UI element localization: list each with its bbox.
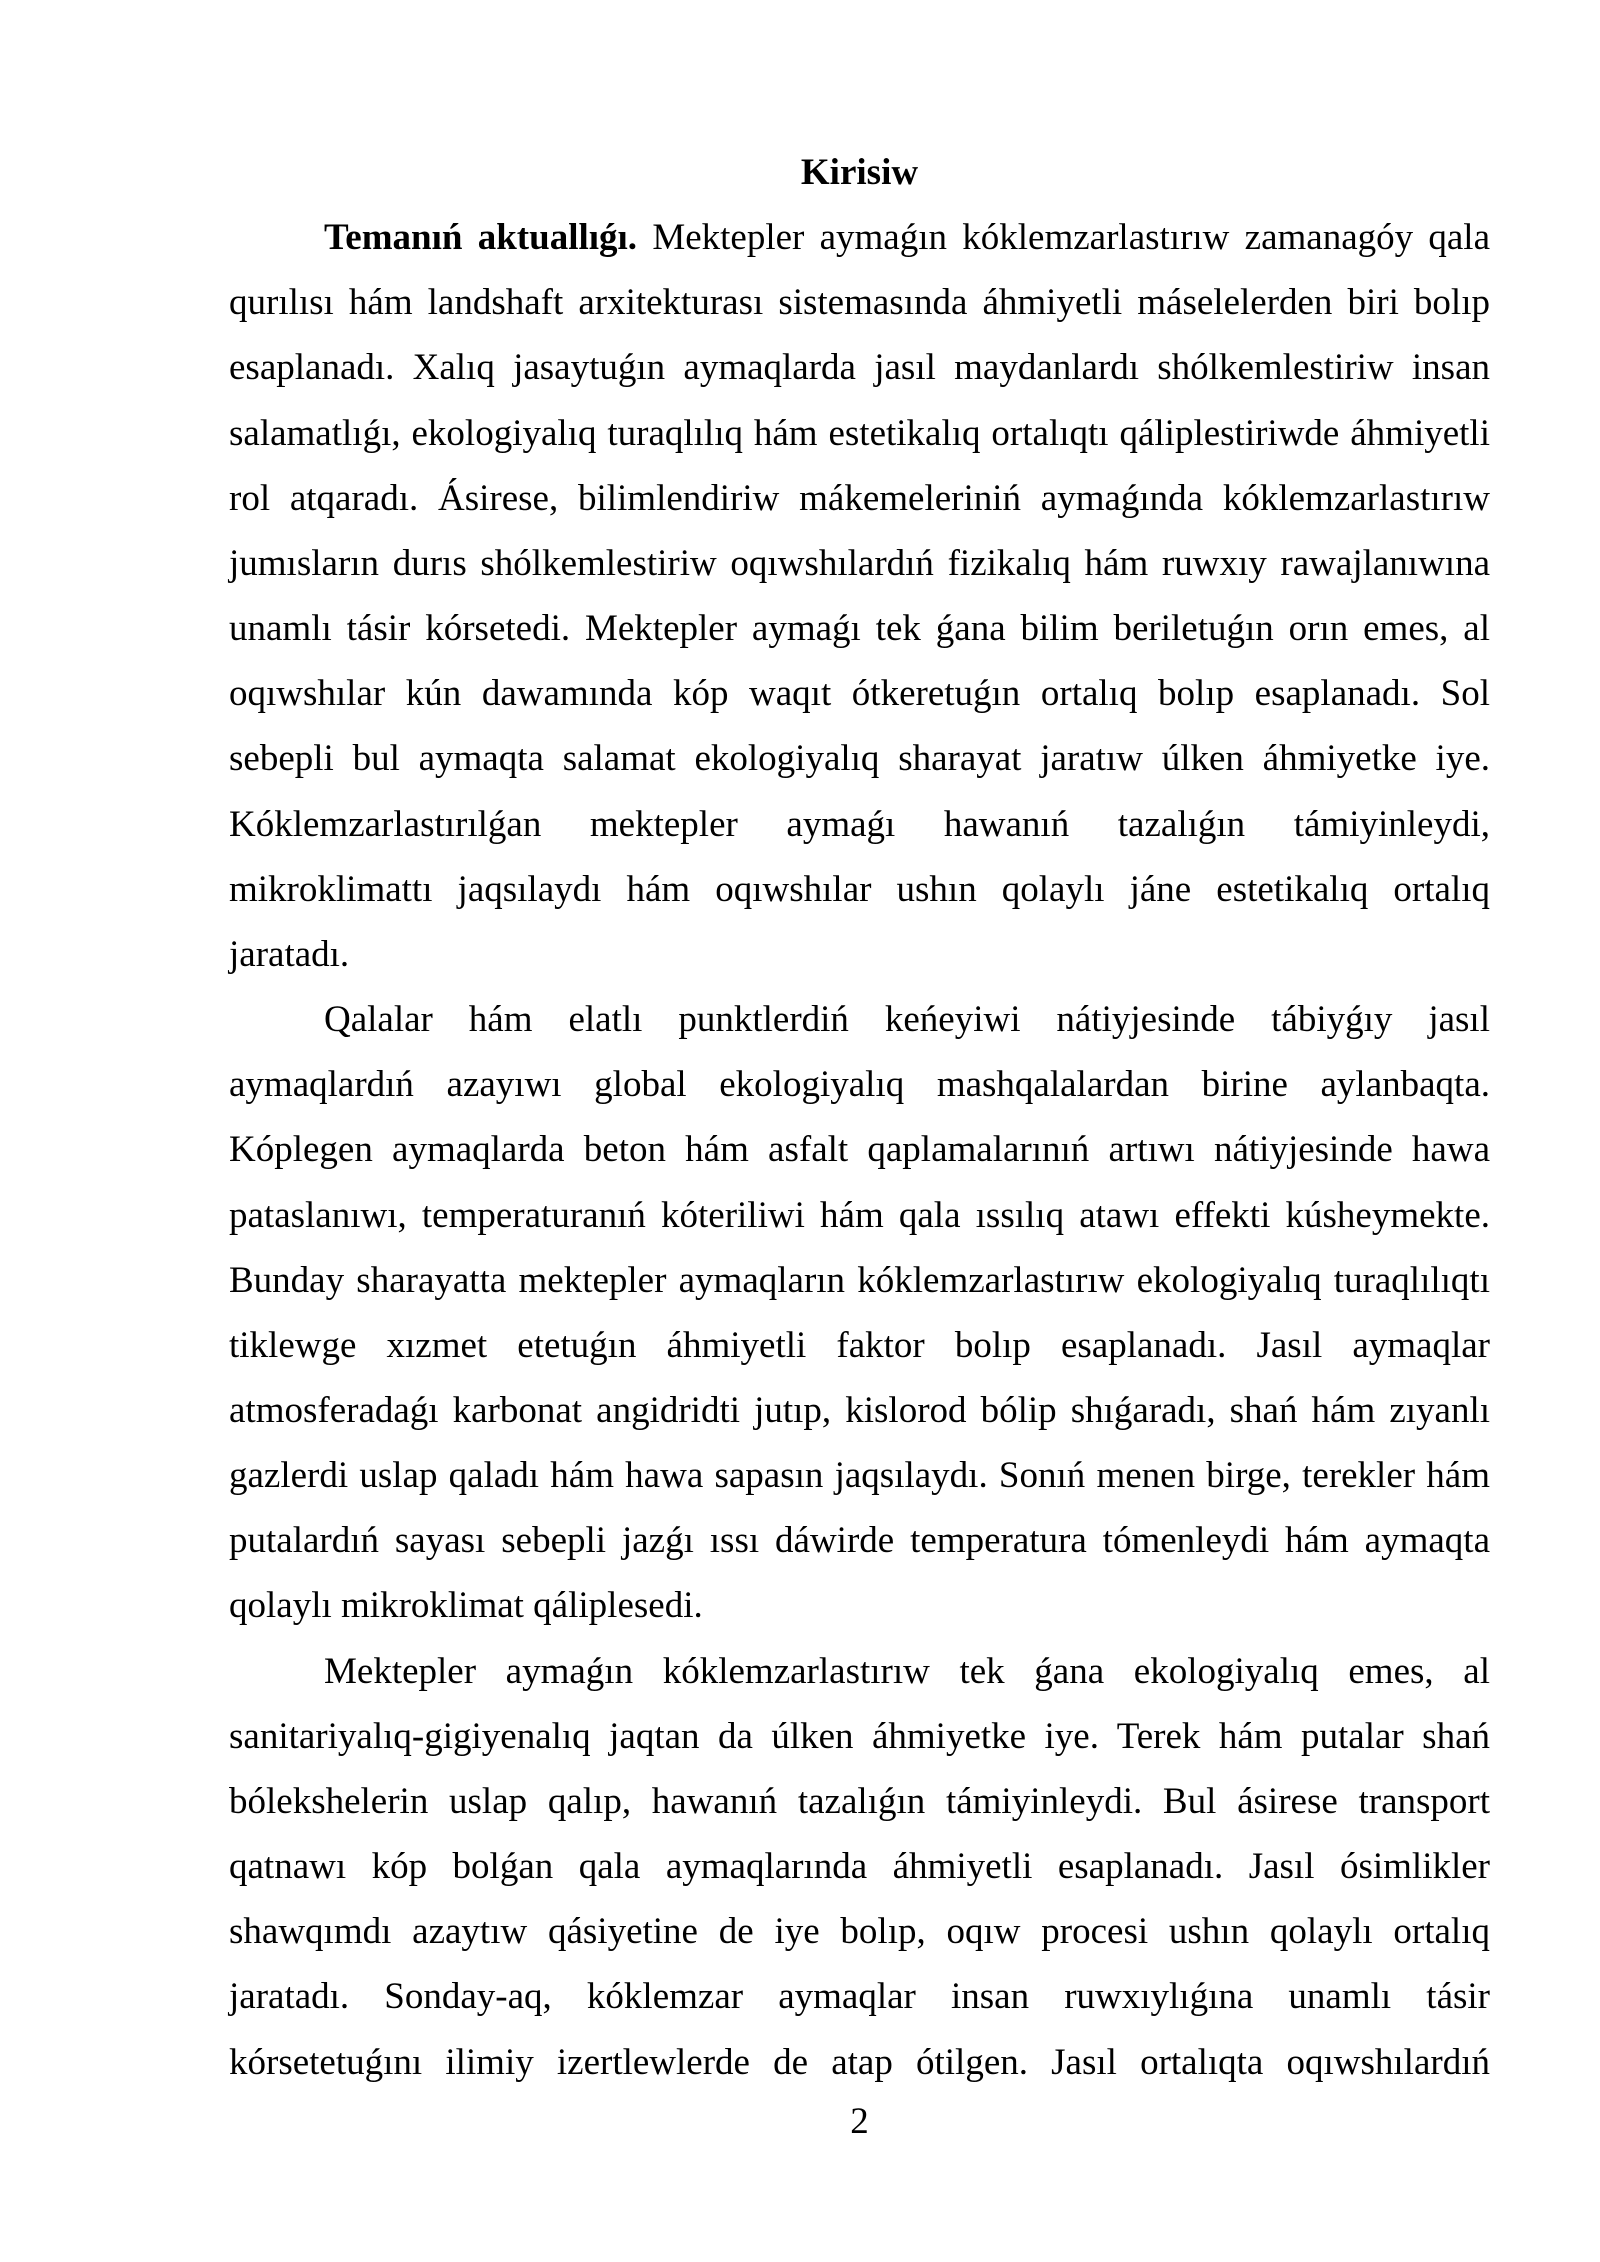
paragraph-line: tiklewge xızmet etetuǵın áhmiyetli faktor bolıp esaplanadı. Jasıl aymaqlar	[229, 1324, 1490, 1366]
paragraph-line: bólekshelerin uslap qalıp, hawanıń tazalıǵın támiyinleydi. Bul ásirese transport	[229, 1780, 1490, 1822]
paragraph-1	[229, 205, 1490, 987]
paragraph-line: jaratadı. Sonday-aq, kóklemzar aymaqlar insan ruwxıylıǵına unamlı tásir	[229, 1976, 1490, 2018]
paragraph-line: qurılısı hám landshaft arxitekturası sistemasında áhmiyetli máselelerden biri bolıp	[229, 282, 1490, 324]
paragraph-line: jaratadı.	[229, 933, 350, 975]
paragraph-2	[229, 987, 1490, 1639]
paragraph-line: oqıwshılar kún dawamında kóp waqıt ótkeretuǵın ortalıq bolıp esaplanadı. Sol	[229, 673, 1490, 715]
paragraph-line: kórsetetuǵını ilimiy izertlewlerde de atap ótilgen. Jasıl ortalıqta oqıwshılardıń	[229, 2041, 1490, 2083]
paragraph-line: pataslanıwı, temperaturanıń kóteriliwi hám qala ıssılıq atawı effekti kúsheymekte.	[229, 1194, 1490, 1236]
paragraph-line: shawqımdı azaytıw qásiyetine de iye bolıp, oqıw procesi ushın qolaylı ortalıq	[229, 1911, 1490, 1953]
paragraph-line: rol atqaradı. Ásirese, bilimlendiriw mákemeleriniń aymaǵında kóklemzarlastırıw	[229, 477, 1490, 519]
paragraph-line: unamlı tásir kórsetedi. Mektepler aymaǵı tek ǵana bilim beriletuǵın orın emes, al	[229, 608, 1490, 650]
paragraph-line: Bunday sharayatta mektepler aymaqların kóklemzarlastırıw ekologiyalıq turaqlılıqtı	[229, 1259, 1490, 1301]
section-title: Kirisiw	[800, 152, 919, 193]
paragraph-line: aymaqlardıń azayıwı global ekologiyalıq mashqalalardan birine aylanbaqta.	[229, 1064, 1490, 1106]
paragraph-line: atmosferadaǵı karbonat angidridti jutıp, kislorod bólip shıǵaradı, shań hám zıyanlı	[229, 1389, 1490, 1431]
page-number: 2	[850, 2101, 869, 2142]
paragraph-line	[229, 205, 1490, 270]
paragraph-line-text: Mektepler aymaǵın kóklemzarlastırıw zamanagóy qala	[652, 217, 1490, 259]
paragraph-line: salamatlıǵı, ekologiyalıq turaqlılıq hám estetikalıq ortalıqtı qáliplestiriwde áhmiyetli	[229, 412, 1490, 454]
paragraph-line: sanitariyalıq-gigiyenalıq jaqtan da úlken áhmiyetke iye. Terek hám putalar shań	[229, 1715, 1490, 1757]
paragraph-line: putalardıń sayası sebepli jazǵı ıssı dáwirde temperatura tómenleydi hám aymaqta	[229, 1520, 1490, 1562]
paragraph-line: Mektepler aymaǵın kóklemzarlastırıw tek ǵana ekologiyalıq emes, al	[324, 1650, 1490, 1692]
paragraph-line: mikroklimattı jaqsılaydı hám oqıwshılar ushın qolaylı jáne estetikalıq ortalıq	[229, 868, 1490, 910]
paragraph-line: Kóplegen aymaqlarda beton hám asfalt qaplamalarınıń artıwı nátiyjesinde hawa	[229, 1129, 1490, 1171]
paragraph-line: esaplanadı. Xalıq jasaytuǵın aymaqlarda jasıl maydanlardı shólkemlestiriw insan	[229, 347, 1490, 389]
paragraph-line: Qalalar hám elatlı punktlerdiń keńeyiwi nátiyjesinde tábiyǵıy jasıl	[324, 999, 1490, 1041]
paragraph-lead-in: Temanıń aktuallıǵı.	[324, 217, 638, 259]
paragraph-line: qolaylı mikroklimat qáliplesedi.	[229, 1585, 703, 1627]
paragraph-3	[229, 1639, 1490, 2095]
paragraph-line: gazlerdi uslap qaladı hám hawa sapasın jaqsılaydı. Sonıń menen birge, terekler hám	[229, 1455, 1490, 1497]
paragraph-line: qatnawı kóp bolǵan qala aymaqlarında áhmiyetli esaplanadı. Jasıl ósimlikler	[229, 1846, 1490, 1888]
paragraph-line: sebepli bul aymaqta salamat ekologiyalıq sharayat jaratıw úlken áhmiyetke iye.	[229, 738, 1490, 780]
paragraph-line: Kóklemzarlastırılǵan mektepler aymaǵı hawanıń tazalıǵın támiyinleydi,	[229, 803, 1490, 845]
paragraph-line: jumısların durıs shólkemlestiriw oqıwshılardıń fizikalıq hám ruwxıy rawajlanıwına	[229, 542, 1490, 584]
